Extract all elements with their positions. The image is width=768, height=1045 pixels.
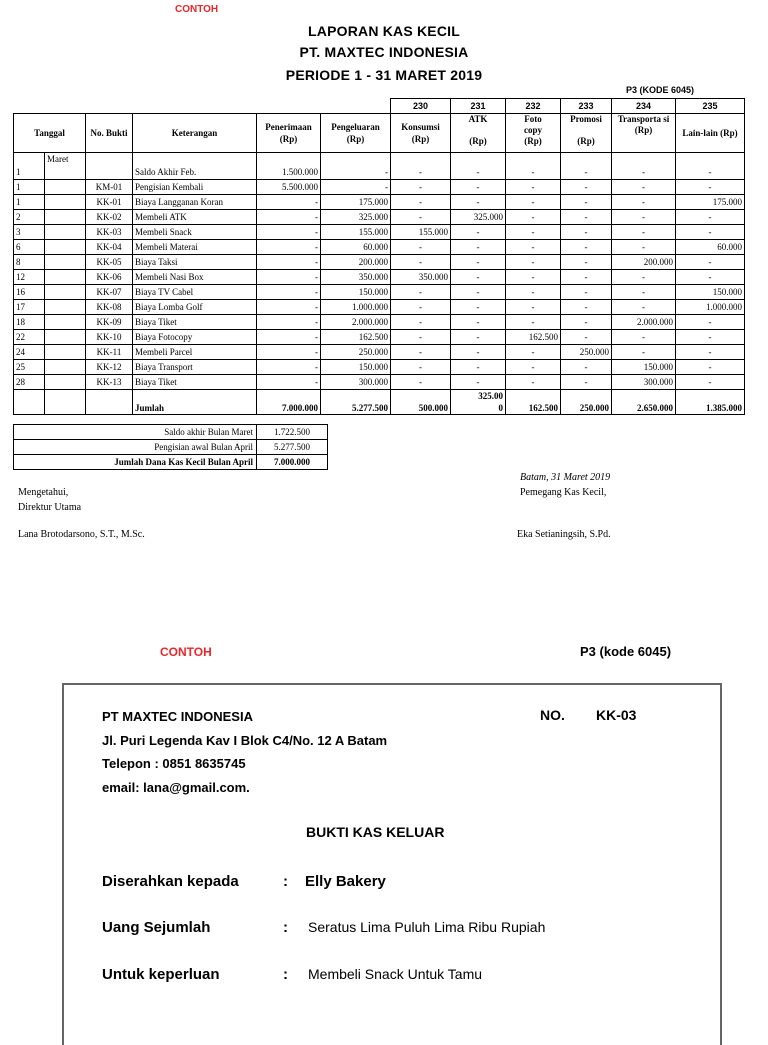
cell-konsumsi: -	[391, 255, 451, 270]
cell-transport: 2.000.000	[612, 315, 676, 330]
table-row	[14, 375, 745, 390]
cell-description: Membeli ATK	[133, 210, 257, 225]
cell-proof-no: KK-04	[86, 240, 133, 255]
cell-fotocopy: -	[506, 375, 561, 390]
cell-konsumsi: -	[391, 375, 451, 390]
cell-date: 1	[14, 153, 45, 180]
cell-proof-no: KK-10	[86, 330, 133, 345]
cell-expense: -	[321, 153, 391, 180]
table-row	[14, 195, 745, 210]
cell-atk: -	[451, 330, 506, 345]
cell-expense: 200.000	[321, 255, 391, 270]
cell-promosi: -	[561, 330, 612, 345]
cell-description: Biaya Taksi	[133, 255, 257, 270]
voucher-no-label: NO.	[540, 707, 565, 723]
report-period: PERIODE 1 - 31 MARET 2019	[285, 67, 483, 83]
table-row	[14, 153, 745, 180]
field-value-amount: Seratus Lima Puluh Lima Ribu Rupiah	[308, 919, 546, 935]
cell-date: 18	[14, 315, 45, 330]
cell-atk: -	[451, 225, 506, 240]
cell-konsumsi: -	[391, 330, 451, 345]
field-label-recipient: Diserahkan kepada	[102, 873, 239, 890]
category-code: 232	[506, 99, 561, 114]
petty-cash-table	[13, 98, 745, 415]
summary-label: Jumlah Dana Kas Kecil Bulan April	[14, 455, 257, 470]
cell-lain: -	[676, 153, 745, 180]
header-expense: Pengeluaran (Rp)	[321, 114, 391, 153]
cell-promosi: -	[561, 195, 612, 210]
cell-transport: -	[612, 300, 676, 315]
totals-label: Jumlah	[133, 390, 257, 415]
cell-konsumsi: -	[391, 195, 451, 210]
cell-description: Pengisian Kembali	[133, 180, 257, 195]
cell-spacer	[45, 285, 86, 300]
cell-description: Membeli Nasi Box	[133, 270, 257, 285]
cell-receipt: -	[257, 300, 321, 315]
holder-name: Eka Setianingsih, S.Pd.	[517, 529, 611, 540]
director-name: Lana Brotodarsono, S.T., M.Sc.	[18, 529, 145, 540]
table-row	[14, 270, 745, 285]
voucher-company: PT MAXTEC INDONESIA	[102, 709, 253, 724]
cell-receipt: -	[257, 360, 321, 375]
cell-lain: -	[676, 225, 745, 240]
cell-promosi: -	[561, 375, 612, 390]
cell-proof-no: KM-01	[86, 180, 133, 195]
cell-konsumsi: -	[391, 300, 451, 315]
cell-atk: -	[451, 153, 506, 180]
cell-expense: 250.000	[321, 345, 391, 360]
cell-receipt: 1.500.000	[257, 153, 321, 180]
cell-spacer	[45, 210, 86, 225]
cell-transport: 150.000	[612, 360, 676, 375]
table-row	[14, 240, 745, 255]
cell-receipt: -	[257, 240, 321, 255]
cell-receipt: -	[257, 210, 321, 225]
summary-value: 1.722.500	[257, 425, 328, 440]
cell-description: Biaya Lomba Golf	[133, 300, 257, 315]
cell-fotocopy: -	[506, 285, 561, 300]
place-date: Batam, 31 Maret 2019	[520, 472, 611, 483]
cell-proof-no	[86, 153, 133, 180]
cell-promosi: -	[561, 285, 612, 300]
cell-spacer	[45, 315, 86, 330]
total-lain: 1.385.000	[676, 390, 745, 415]
summary-row	[14, 425, 328, 440]
header-date: Tanggal	[14, 114, 86, 153]
cell-lain: -	[676, 375, 745, 390]
header-konsumsi: Konsumsi (Rp)	[391, 114, 451, 153]
voucher-no-value: KK-03	[596, 707, 637, 723]
cell-fotocopy: 162.500	[506, 330, 561, 345]
cell-transport: -	[612, 270, 676, 285]
cell-transport: 300.000	[612, 375, 676, 390]
cell-spacer	[45, 225, 86, 240]
cell-proof-no: KK-09	[86, 315, 133, 330]
cell-proof-no: KK-06	[86, 270, 133, 285]
cell-atk: -	[451, 240, 506, 255]
cell-description: Membeli Snack	[133, 225, 257, 240]
cell-konsumsi: -	[391, 210, 451, 225]
header-fotocopy: Foto copy (Rp)	[506, 114, 561, 153]
header-lain: Lain-lain (Rp)	[676, 114, 745, 153]
cell-proof-no: KK-08	[86, 300, 133, 315]
voucher-address: Jl. Puri Legenda Kav I Blok C4/No. 12 A Batam	[102, 733, 388, 748]
cell-promosi: -	[561, 360, 612, 375]
cell-description: Biaya TV Cabel	[133, 285, 257, 300]
cell-description: Biaya Fotocopy	[133, 330, 257, 345]
cell-proof-no: KK-02	[86, 210, 133, 225]
cell-proof-no: KK-12	[86, 360, 133, 375]
cell-atk: -	[451, 195, 506, 210]
cell-lain: -	[676, 210, 745, 225]
report-company: PT. MAXTEC INDONESIA	[299, 44, 469, 60]
cell-spacer	[45, 255, 86, 270]
cell-lain: -	[676, 345, 745, 360]
cell-lain: -	[676, 360, 745, 375]
cell-fotocopy: -	[506, 210, 561, 225]
cell-konsumsi: -	[391, 360, 451, 375]
cell-date: 6	[14, 240, 45, 255]
table-row	[14, 330, 745, 345]
cell-konsumsi: -	[391, 345, 451, 360]
cell-spacer	[45, 180, 86, 195]
cell-fotocopy: -	[506, 225, 561, 240]
cell-date: 25	[14, 360, 45, 375]
cell-lain: -	[676, 180, 745, 195]
cell-date: 28	[14, 375, 45, 390]
cell-receipt: -	[257, 285, 321, 300]
cell-fotocopy: -	[506, 195, 561, 210]
cell-konsumsi: -	[391, 180, 451, 195]
cell-date: 3	[14, 225, 45, 240]
cell-lain: 175.000	[676, 195, 745, 210]
cell-expense: 155.000	[321, 225, 391, 240]
cell-expense: 60.000	[321, 240, 391, 255]
cell-spacer	[45, 270, 86, 285]
cell-fotocopy: -	[506, 270, 561, 285]
report-title: LAPORAN KAS KECIL	[308, 23, 460, 39]
cell-konsumsi: 350.000	[391, 270, 451, 285]
cell-konsumsi: -	[391, 285, 451, 300]
header-transport: Transporta si (Rp)	[612, 114, 676, 153]
category-code: 231	[451, 99, 506, 114]
field-colon: :	[283, 966, 288, 983]
header-receipt: Penerimaan (Rp)	[257, 114, 321, 153]
cell-transport: -	[612, 330, 676, 345]
field-value-recipient: Elly Bakery	[305, 873, 386, 890]
category-code: 230	[391, 99, 451, 114]
header-promosi: Promosi (Rp)	[561, 114, 612, 153]
cell-receipt: -	[257, 225, 321, 240]
summary-row	[14, 455, 328, 470]
cell-proof-no: KK-05	[86, 255, 133, 270]
cell-spacer	[45, 153, 86, 180]
cell-transport: -	[612, 210, 676, 225]
table-row	[14, 285, 745, 300]
cell-transport: -	[612, 180, 676, 195]
cell-lain: 150.000	[676, 285, 745, 300]
cell-atk: -	[451, 360, 506, 375]
cell-promosi: -	[561, 240, 612, 255]
cash-out-voucher	[62, 683, 722, 1045]
cell-fotocopy: -	[506, 300, 561, 315]
director-title: Direktur Utama	[18, 502, 82, 513]
summary-table	[13, 424, 328, 470]
header-proof-no: No. Bukti	[86, 114, 133, 153]
cell-expense: 175.000	[321, 195, 391, 210]
cell-atk: -	[451, 285, 506, 300]
cell-promosi: -	[561, 180, 612, 195]
cell-description: Biaya Langganan Koran	[133, 195, 257, 210]
cell-atk: -	[451, 300, 506, 315]
cell-description: Biaya Tiket	[133, 375, 257, 390]
total-atk: 325.00 0	[451, 390, 506, 415]
cell-promosi: -	[561, 255, 612, 270]
cell-receipt: -	[257, 270, 321, 285]
cell-transport: -	[612, 153, 676, 180]
cell-lain: 60.000	[676, 240, 745, 255]
cell-atk: 325.000	[451, 210, 506, 225]
voucher-email: email: lana@gmail.com.	[102, 780, 250, 795]
cell-proof-no: KK-03	[86, 225, 133, 240]
cell-fotocopy: -	[506, 153, 561, 180]
cell-receipt: 5.500.000	[257, 180, 321, 195]
month-label: Maret	[47, 154, 69, 164]
contoh-label-top: CONTOH	[175, 4, 219, 15]
field-value-purpose: Membeli Snack Untuk Tamu	[308, 966, 483, 982]
cell-promosi: -	[561, 300, 612, 315]
total-receipt: 7.000.000	[257, 390, 321, 415]
cell-lain: -	[676, 270, 745, 285]
cell-promosi: 250.000	[561, 345, 612, 360]
total-fotocopy: 162.500	[506, 390, 561, 415]
cell-fotocopy: -	[506, 255, 561, 270]
cell-lain: -	[676, 330, 745, 345]
total-konsumsi: 500.000	[391, 390, 451, 415]
cell-transport: -	[612, 195, 676, 210]
voucher-account-code: P3 (kode 6045)	[580, 644, 672, 659]
cell-expense: 350.000	[321, 270, 391, 285]
category-code-row	[14, 99, 745, 114]
contoh-label-bottom: CONTOH	[160, 645, 212, 659]
cell-fotocopy: -	[506, 240, 561, 255]
cell-fotocopy: -	[506, 360, 561, 375]
total-transport: 2.650.000	[612, 390, 676, 415]
cell-description: Biaya Transport	[133, 360, 257, 375]
field-label-amount: Uang Sejumlah	[102, 919, 211, 936]
cell-expense: 2.000.000	[321, 315, 391, 330]
cell-date: 12	[14, 270, 45, 285]
total-expense: 5.277.500	[321, 390, 391, 415]
acknowledged-label: Mengetahui,	[18, 487, 69, 498]
field-label-purpose: Untuk keperluan	[102, 966, 220, 983]
cell-lain: -	[676, 255, 745, 270]
cell-expense: 150.000	[321, 360, 391, 375]
summary-value: 5.277.500	[257, 440, 328, 455]
category-code: 233	[561, 99, 612, 114]
cell-transport: -	[612, 285, 676, 300]
table-row	[14, 255, 745, 270]
cell-date: 2	[14, 210, 45, 225]
table-row	[14, 300, 745, 315]
cell-atk: -	[451, 315, 506, 330]
cell-receipt: -	[257, 345, 321, 360]
summary-value: 7.000.000	[257, 455, 328, 470]
cell-date: 22	[14, 330, 45, 345]
cell-konsumsi: -	[391, 315, 451, 330]
cell-spacer	[45, 375, 86, 390]
cell-lain: 1.000.000	[676, 300, 745, 315]
summary-label: Pengisian awal Bulan April	[14, 440, 257, 455]
cell-expense: 300.000	[321, 375, 391, 390]
cell-receipt: -	[257, 375, 321, 390]
summary-row	[14, 440, 328, 455]
cell-expense: -	[321, 180, 391, 195]
cell-spacer	[45, 345, 86, 360]
report-account-code: P3 (KODE 6045)	[626, 85, 695, 95]
category-code: 234	[612, 99, 676, 114]
table-row	[14, 345, 745, 360]
cell-description: Membeli Parcel	[133, 345, 257, 360]
cell-promosi: -	[561, 210, 612, 225]
cell-description: Membeli Materai	[133, 240, 257, 255]
cell-spacer	[45, 360, 86, 375]
header-description: Keterangan	[133, 114, 257, 153]
cell-expense: 325.000	[321, 210, 391, 225]
table-row	[14, 360, 745, 375]
cell-transport: -	[612, 225, 676, 240]
cell-proof-no: KK-13	[86, 375, 133, 390]
cell-receipt: -	[257, 330, 321, 345]
holder-title: Pemegang Kas Kecil,	[520, 487, 607, 498]
cell-konsumsi: 155.000	[391, 225, 451, 240]
table-row	[14, 180, 745, 195]
cell-proof-no: KK-01	[86, 195, 133, 210]
table-body	[14, 153, 745, 390]
cell-date: 17	[14, 300, 45, 315]
cell-proof-no: KK-07	[86, 285, 133, 300]
table-header-row	[14, 114, 745, 153]
cell-date: 24	[14, 345, 45, 360]
cell-promosi: -	[561, 225, 612, 240]
cell-expense: 1.000.000	[321, 300, 391, 315]
cell-atk: -	[451, 270, 506, 285]
cell-atk: -	[451, 345, 506, 360]
table-row	[14, 225, 745, 240]
cell-receipt: -	[257, 315, 321, 330]
cell-spacer	[45, 300, 86, 315]
cell-konsumsi: -	[391, 240, 451, 255]
cell-atk: -	[451, 255, 506, 270]
total-promosi: 250.000	[561, 390, 612, 415]
cell-receipt: -	[257, 255, 321, 270]
totals-row	[14, 390, 745, 415]
cell-date: 16	[14, 285, 45, 300]
cell-spacer	[45, 330, 86, 345]
cell-fotocopy: -	[506, 180, 561, 195]
summary-label: Saldo akhir Bulan Maret	[14, 425, 257, 440]
cell-transport: -	[612, 240, 676, 255]
field-colon: :	[283, 873, 288, 890]
cell-atk: -	[451, 180, 506, 195]
cell-promosi: -	[561, 315, 612, 330]
voucher-title: BUKTI KAS KELUAR	[306, 824, 445, 840]
field-colon: :	[283, 919, 288, 936]
header-atk: ATK (Rp)	[451, 114, 506, 153]
table-row	[14, 210, 745, 225]
cell-fotocopy: -	[506, 345, 561, 360]
cell-promosi: -	[561, 153, 612, 180]
table-row	[14, 315, 745, 330]
voucher-phone: Telepon : 0851 8635745	[102, 756, 246, 771]
cell-expense: 150.000	[321, 285, 391, 300]
cell-proof-no: KK-11	[86, 345, 133, 360]
cell-description: Saldo Akhir Feb.	[133, 153, 257, 180]
cell-konsumsi: -	[391, 153, 451, 180]
category-code: 235	[676, 99, 745, 114]
cell-description: Biaya Tiket	[133, 315, 257, 330]
cell-fotocopy: -	[506, 315, 561, 330]
cell-receipt: -	[257, 195, 321, 210]
cell-transport: 200.000	[612, 255, 676, 270]
cell-date: 8	[14, 255, 45, 270]
cell-lain: -	[676, 315, 745, 330]
cell-spacer	[45, 240, 86, 255]
cell-promosi: -	[561, 270, 612, 285]
cell-atk: -	[451, 375, 506, 390]
cell-spacer	[45, 195, 86, 210]
cell-transport: -	[612, 345, 676, 360]
cell-date: 1	[14, 180, 45, 195]
cell-expense: 162.500	[321, 330, 391, 345]
cell-date: 1	[14, 195, 45, 210]
